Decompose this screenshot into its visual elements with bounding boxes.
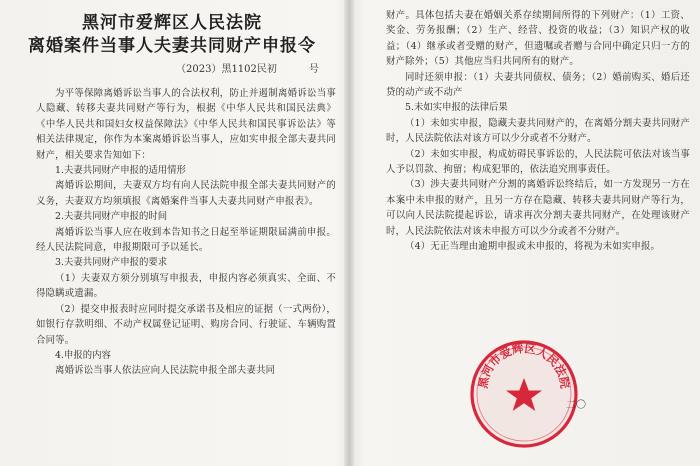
seal-text: 黑河市爱辉区人民法院 [475,341,573,390]
document-number-prefix: （2023）黑1102民初 [176,64,277,75]
seal-graphic [468,338,580,450]
date-fragment: 二〇 [566,400,586,411]
section-5-heading: 5.未如实申报的法律后果 [405,102,508,114]
section-4-continued: 财产。具体包括夫妻在婚姻关系存续期间所得的下列财产：（1）工资、奖金、劳务报酬；（2）生产、经营、投资的收益；（3）知识产权的收益；（4）继承或者受赠的财产，但遗嘱或者赠与合同中确定只归一方的财产除外；（5）其他应当归共同所有的财产。 [386,10,690,68]
court-name: 黑河市爱辉区人民法院 [82,13,262,33]
section-5-item-1: （1）未如实申报，隐藏夫妻共同财产的，在离婚分割夫妻共同财产时，人民法院依法对该方可以少分或者不分财产。 [386,117,690,145]
document-number [176,60,319,75]
section-3-heading: 3.夫妻共同财产申报的要求 [55,257,168,269]
court-seal [468,338,580,450]
section-2-text: 离婚诉讼当事人应在收到本告知书之日起至举证期限届满前申报。经人民法院同意，申报期限可予以延长。 [36,226,336,254]
section-4-text: 离婚诉讼当事人依法应向人民法院申报全部夫妻共同 [55,365,276,377]
section-1-text: 离婚诉讼期间，夫妻双方均有向人民法院申报全部夫妻共同财产的义务，夫妻双方均须填报《离婚案件当事人夫妻共同财产申报表》。 [36,180,336,207]
document-number-suffix: 号 [308,64,319,75]
right-body [386,8,690,255]
book-spine [344,0,354,466]
section-3-item-1: （1）夫妻双方须分别填写申报表，申报内容必须真实、全面、不得隐瞒或遗漏。 [36,272,336,300]
left-page [0,0,344,466]
section-4-heading: 4.申报的内容 [55,349,111,361]
section-3-item-2: （2）提交申报表时应同时提交承诺书及相应的证据（一式两份），如银行存款明细、不动产权属登记证明、购房合同、行驶证、车辆购置合同等。 [36,303,336,346]
section-5-item-2: （2）未如实申报，构成妨碍民事诉讼的，人民法院可依法对该当事人予以罚款、拘留；构成犯罪的，依法追究刑事责任。 [386,148,690,176]
section-5-item-3: （3）涉夫妻共同财产分割的离婚诉讼终结后，如一方发现另一方在本案中未申报的财产，且另一方存在隐藏、转移夫妻共同财产等行为，可以向人民法院提起诉讼，请求再次分割夫妻共同财产，在处理该财产时，人民法院依法对该未申报方可以少分或者不分财产。 [386,179,690,237]
left-body [36,86,336,379]
section-2-heading: 2.夫妻共同财产申报的时间 [55,211,168,223]
section-5-item-4: （4）无正当理由逾期申报或未申报的，将视为未如实申报。 [405,241,661,253]
intro-paragraph: 为平等保障离婚诉讼当事人的合法权利，防止并遏制离婚诉讼当事人隐藏、转移夫妻共同财产等行为，根据《中华人民共和国民法典》《中华人民共和国妇女权益保障法》《中华人民共和国民事诉讼法》等相关法律规定，你作为本案离婚诉讼当事人，应如实申报全部夫妻共同财产，相关要求告知如下： [36,88,336,161]
section-1-heading: 1.夫妻共同财产申报的适用情形 [55,165,186,177]
section-4-additional: 同时还须申报：（1）夫妻共同债权、债务；（2）婚前购买、婚后还贷的动产或不动产 [386,71,690,99]
document-title: 离婚案件当事人夫妻共同财产申报令 [28,36,316,56]
